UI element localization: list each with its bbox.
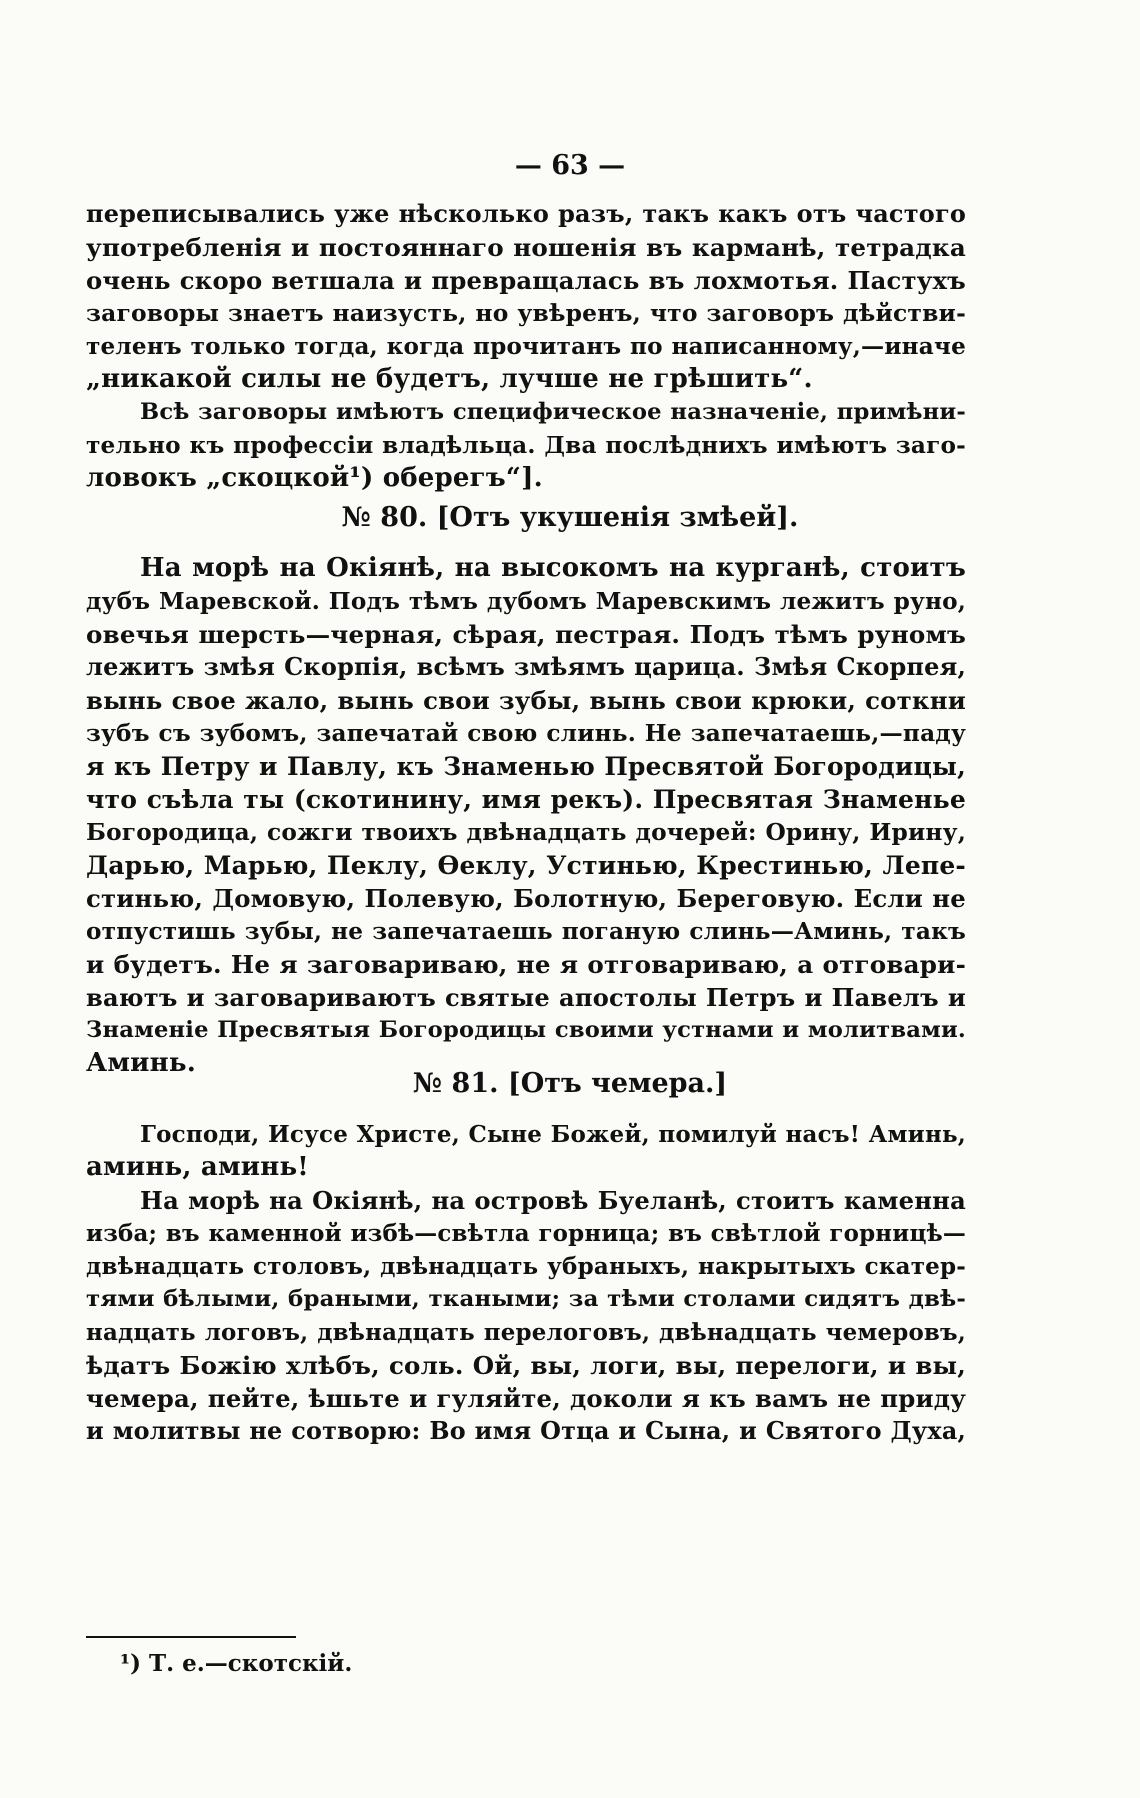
- text-line: стинью, Домовую, Полевую, Болотную, Береговую. Если не: [86, 884, 966, 913]
- text-line: овечья шерсть—черная, сѣрая, пестрая. Подъ тѣмъ руномъ: [86, 620, 966, 649]
- text-line: чемера, пейте, ѣшьте и гуляйте, доколи я къ вамъ не приду: [86, 1384, 966, 1413]
- text-line: очень скоро ветшала и превращалась въ лохмотья. Пастухъ: [86, 266, 966, 295]
- section-80-heading: № 80. [Отъ укушенія змѣей].: [341, 502, 799, 533]
- text-line: что съѣла ты (скотинину, имя рекъ). Пресвятая Знаменье: [86, 784, 966, 814]
- text-line: заговоры знаетъ наизусть, но увѣренъ, что заговоръ дѣйстви-: [86, 299, 966, 327]
- intro-text: [86, 198, 966, 495]
- text-line: надцать логовъ, двѣнадцать перелоговъ, двѣнадцать чемеровъ,: [86, 1319, 966, 1346]
- section-81-heading: № 81. [Отъ чемера.]: [412, 1068, 728, 1099]
- text-line: употребленія и постояннаго ношенія въ карманѣ, тетрадка: [86, 233, 966, 262]
- text-line: двѣнадцать столовъ, двѣнадцать убраныхъ, накрытыхъ скатер-: [86, 1253, 966, 1280]
- section-81-text: [86, 1118, 966, 1448]
- text-line: отпустишь зубы, не запечатаешь поганую слинь—Аминь, такъ: [86, 918, 966, 945]
- text-line: ваютъ и заговариваютъ святые апостолы Петръ и Павелъ и: [86, 983, 966, 1012]
- text-line: ѣдатъ Божію хлѣбъ, соль. Ой, вы, логи, вы, перелоги, и вы,: [86, 1351, 966, 1380]
- page-number: — 63 —: [514, 150, 626, 181]
- text-line: Аминь.: [86, 1048, 196, 1078]
- text-line: Богородица, сожги твоихъ двѣнадцать дочерей: Орину, Ирину,: [86, 819, 966, 846]
- text-line: аминь, аминь!: [86, 1152, 309, 1182]
- text-line: теленъ только тогда, когда прочитанъ по написанному,—иначе: [86, 333, 966, 360]
- text-line: Дарью, Марью, Пеклу, Ѳеклу, Устинью, Крестинью, Лепе-: [86, 851, 966, 880]
- text-line: тельно къ профессіи владѣльца. Два послѣднихъ имѣютъ заго-: [86, 432, 966, 459]
- text-line: тями бѣлыми, браными, ткаными; за тѣми столами сидятъ двѣ-: [86, 1286, 966, 1312]
- text-line: изба; въ каменной избѣ—свѣтла горница; въ свѣтлой горницѣ—: [86, 1220, 966, 1247]
- text-line: вынь свое жало, вынь свои зубы, вынь свои крюки, соткни: [86, 686, 966, 715]
- text-line: дубъ Маревской. Подъ тѣмъ дубомъ Маревскимъ лежитъ руно,: [86, 588, 966, 615]
- text-line: На морѣ на Окіянѣ, на островѣ Буеланѣ, стоитъ каменна: [140, 1186, 966, 1215]
- text-line: ловокъ „скоцкой¹) оберегъ“].: [86, 463, 543, 493]
- footnote: ¹) Т. е.—скотскій.: [120, 1650, 353, 1677]
- text-line: Господи, Исусе Христе, Сыне Божей, помилуй насъ! Аминь,: [140, 1121, 966, 1148]
- footnote-divider: [86, 1636, 296, 1638]
- text-line: я къ Петру и Павлу, къ Знаменью Пресвятой Богородицы,: [86, 752, 966, 781]
- text-line: Всѣ заговоры имѣютъ специфическое назначеніе, примѣни-: [140, 399, 966, 425]
- text-line: „никакой силы не будетъ, лучше не грѣшить“.: [86, 364, 813, 394]
- text-line: На морѣ на Окіянѣ, на высокомъ на курганѣ, стоитъ: [140, 553, 966, 583]
- section-80-text: [86, 552, 966, 1080]
- text-line: переписывались уже нѣсколько разъ, такъ какъ отъ частого: [86, 200, 966, 228]
- text-line: и будетъ. Не я заговариваю, не я отговариваю, а отговари-: [86, 950, 966, 979]
- text-line: и молитвы не сотворю: Во имя Отца и Сына, и Святого Духа,: [86, 1417, 966, 1445]
- text-line: зубъ съ зубомъ, запечатай свою слинь. Не запечатаешь,—паду: [86, 720, 966, 747]
- text-line: Знаменіе Пресвятыя Богородицы своими устнами и молитвами.: [86, 1017, 966, 1043]
- text-line: лежитъ змѣя Скорпія, всѣмъ змѣямъ царица. Змѣя Скорпея,: [86, 653, 966, 681]
